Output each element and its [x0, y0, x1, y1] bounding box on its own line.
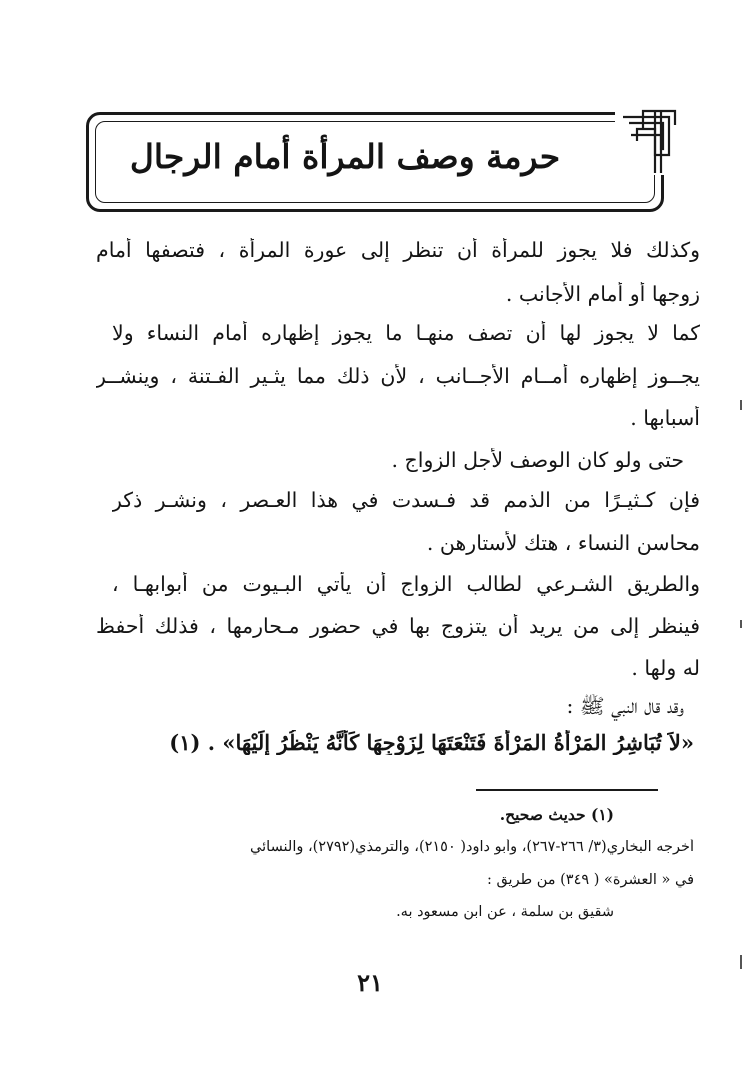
text-line: وكذلك فلا يجوز للمرأة أن تنظر إلى عورة المرأة ، فتصفها أمام [96, 238, 700, 262]
footnote-heading: (١) حديث صحيح. [499, 805, 614, 824]
text-line: محاسن النساء ، هتك لأستارهن . [426, 531, 700, 555]
scan-edge-mark [740, 955, 742, 969]
scan-edge-mark [740, 620, 742, 628]
footnote-line: أخرجه البخاري(٣/ ٢٦٦-٢٦٧)، وأبو داود( ٢١٥٠)، والترمذي(٢٧٩٢)، والنسائي [250, 839, 694, 855]
scan-edge-mark [740, 400, 742, 410]
text-line: له ولها . [631, 656, 700, 680]
text-line: أسبابها . [630, 406, 700, 430]
footnote-line: شقيق بن سلمة ، عن ابن مسعود به. [396, 904, 614, 920]
footnote-separator [476, 789, 658, 791]
chapter-title: حرمة وصف المرأة أمام الرجال [129, 137, 561, 176]
hadith-quote: «لاَ تُبَاشِرُ المَرْأَةُ المَرْأَةَ فَتَنْعَتَهَا لِزَوْجِهَا كَأَنَّهُ يَنْظُرُ إِلَيْهَا» . (١) [169, 730, 694, 755]
text-line: فإن كـثيـرًا من الذمم قد فـسدت في هذا العـصر ، ونشـر ذكر [112, 488, 700, 512]
text-line: وقد قال النبي ﷺ : [566, 694, 684, 718]
title-frame [86, 112, 664, 212]
page-number: ٢١ [357, 968, 383, 997]
text-line: فينظر إلى من يريد أن يتزوج بها في حضور مـحارمها ، فذلك أحفظ [96, 614, 700, 638]
text-line: زوجها أو أمام الأجانب . [505, 282, 700, 306]
text-line: والطريق الشـرعي لطالب الزواج أن يأتي البـيوت من أبوابهـا ، [112, 572, 700, 596]
corner-ornament-icon [615, 103, 685, 175]
text-line: حتى ولو كان الوصف لأجل الزواج . [391, 448, 684, 472]
footnote-line: في « العشرة» ( ٣٤٩) من طريق : [486, 872, 694, 888]
text-line: يجــوز إظهاره أمــام الأجــانب ، لأن ذلك مما يثـير الفـتنة ، وينشــر [96, 364, 700, 388]
text-line: كما لا يجوز لها أن تصف منهـا ما يجوز إظهاره أمام النساء ولا [112, 321, 700, 345]
